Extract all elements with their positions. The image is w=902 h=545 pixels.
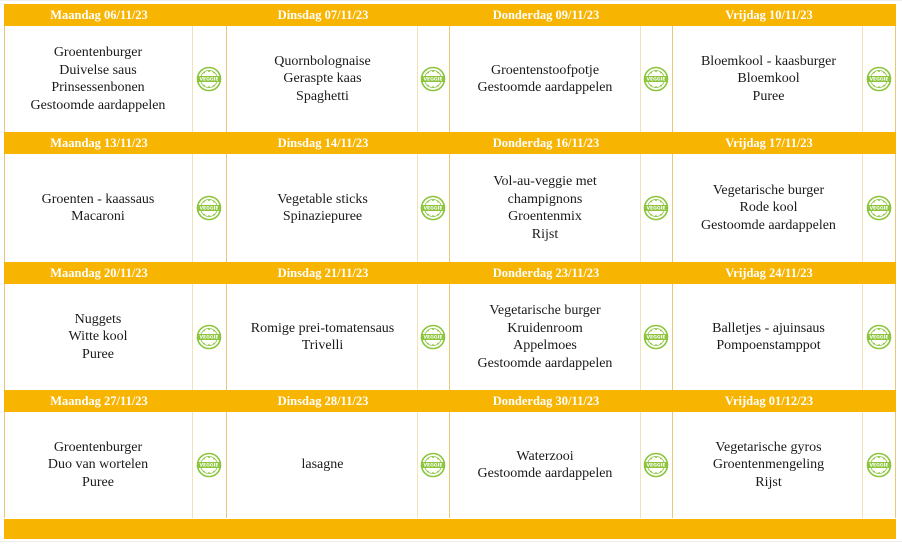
day-header: Maandag 06/11/23 xyxy=(50,7,148,22)
grid-line xyxy=(449,26,450,132)
veggie-badge-icon xyxy=(417,26,449,132)
grid-line xyxy=(449,412,450,518)
week-header-row xyxy=(4,390,896,412)
day-header: Donderdag 30/11/23 xyxy=(492,393,600,408)
menu-item: Balletjes - ajuinsaus xyxy=(712,320,825,336)
day-header: Maandag 13/11/23 xyxy=(50,135,148,150)
veggie-badge-icon xyxy=(640,26,672,132)
veggie-badge-icon xyxy=(192,412,226,518)
grid-line xyxy=(226,26,227,132)
grid-line xyxy=(449,284,450,390)
menu-cell xyxy=(228,412,417,518)
veggie-badge-text: VEGGIE xyxy=(869,77,889,83)
menu-item: Rijst xyxy=(755,474,782,490)
day-header: Vrijdag 24/11/23 xyxy=(725,265,813,280)
menu-item: Puree xyxy=(82,346,114,362)
veggie-badge-icon xyxy=(417,284,449,390)
day-header: Dinsdag 07/11/23 xyxy=(277,7,369,22)
veggie-badge-icon xyxy=(640,284,672,390)
veggie-badge-icon xyxy=(192,154,226,262)
day-header: Maandag 27/11/23 xyxy=(50,393,148,408)
menu-item: Romige prei-tomatensaus xyxy=(250,320,395,336)
veggie-badge-text: VEGGIE xyxy=(199,463,219,469)
menu-item: Groentenmengeling xyxy=(712,457,825,473)
day-header: Dinsdag 21/11/23 xyxy=(277,265,369,280)
menu-cell xyxy=(228,154,417,262)
menu-item: Bloemkool - kaasburger xyxy=(700,53,837,69)
menu-item: Groenten - kaassaus xyxy=(41,191,155,207)
menu-item: lasagne xyxy=(301,457,344,473)
menu-item: Spinaziepuree xyxy=(282,209,363,224)
grid-line xyxy=(672,284,673,390)
day-header: Donderdag 23/11/23 xyxy=(492,265,600,280)
day-header: Vrijdag 17/11/23 xyxy=(725,135,813,150)
veggie-badge-text: VEGGIE xyxy=(423,206,443,212)
menu-cell xyxy=(4,26,192,132)
menu-cell xyxy=(674,412,863,518)
veggie-badge-text: VEGGIE xyxy=(423,335,443,341)
week-header-row xyxy=(4,4,896,26)
veggie-badge-text: VEGGIE xyxy=(646,206,666,212)
day-header: Maandag 20/11/23 xyxy=(50,265,148,280)
menu-item: Witte kool xyxy=(68,329,128,345)
day-header: Donderdag 16/11/23 xyxy=(492,135,600,150)
veggie-badge-text: VEGGIE xyxy=(199,77,219,83)
veggie-badge-text: VEGGIE xyxy=(869,206,889,212)
menu-item: Groentenstoofpotje xyxy=(490,62,600,78)
veggie-badge-text: VEGGIE xyxy=(646,77,666,83)
menu-item: Nuggets xyxy=(74,311,122,327)
sheet-gridline-bottom xyxy=(0,541,902,542)
week-menu-row xyxy=(4,412,896,518)
menu-cell xyxy=(228,284,417,390)
veggie-badge-icon xyxy=(417,412,449,518)
menu-item: Vegetarische burger xyxy=(489,303,601,318)
grid-line xyxy=(226,284,227,390)
menu-item: Vol-au-veggie met xyxy=(493,174,597,189)
menu-item: Spaghetti xyxy=(296,88,349,104)
menu-item: Puree xyxy=(82,474,114,490)
veggie-badge-icon xyxy=(862,284,896,390)
menu-item: Groentenburger xyxy=(53,439,143,455)
week-menu-row xyxy=(4,284,896,390)
week-header-row xyxy=(4,132,896,154)
veggie-badge-text: VEGGIE xyxy=(423,77,443,83)
menu-item: Groentenburger xyxy=(53,45,143,60)
menu-item: Gestoomde aardappelen xyxy=(701,217,836,233)
grid-line xyxy=(672,26,673,132)
veggie-badge-text: VEGGIE xyxy=(646,463,666,469)
sheet-gridline-top xyxy=(0,0,902,1)
menu-cell xyxy=(451,154,639,262)
veggie-badge-icon xyxy=(862,154,896,262)
grid-line xyxy=(226,412,227,518)
menu-item: Prinsessenbonen xyxy=(51,80,145,95)
menu-cell xyxy=(451,284,639,390)
veggie-badge-icon xyxy=(862,26,896,132)
menu-item: Gestoomde aardappelen xyxy=(477,80,613,95)
menu-item: Duivelse saus xyxy=(59,62,137,78)
menu-cell xyxy=(674,154,863,262)
menu-cell xyxy=(451,26,639,132)
menu-item: Duo van wortelen xyxy=(47,457,149,473)
menu-item: Gestoomde aardappelen xyxy=(30,97,166,113)
menu-cell xyxy=(228,26,417,132)
veggie-badge-icon xyxy=(640,412,672,518)
menu-cell xyxy=(451,412,639,518)
menu-item: Rode kool xyxy=(739,200,798,216)
week-menu-row xyxy=(4,26,896,132)
menu-item: Vegetarische gyros xyxy=(715,439,822,455)
menu-item: Vegetarische burger xyxy=(712,182,825,198)
day-header: Dinsdag 28/11/23 xyxy=(277,393,369,408)
week-header-row xyxy=(4,262,896,284)
veggie-badge-icon xyxy=(417,154,449,262)
menu-item: Appelmoes xyxy=(513,338,577,353)
menu-item: Pompoenstamppot xyxy=(716,338,821,353)
menu-item: Gestoomde aardappelen xyxy=(477,466,613,481)
grid-line xyxy=(226,154,227,262)
menu-cell xyxy=(4,154,192,262)
veggie-badge-text: VEGGIE xyxy=(199,206,219,212)
menu-item: Kruidenroom xyxy=(507,320,583,336)
day-header: Vrijdag 10/11/23 xyxy=(725,7,813,22)
veggie-badge-icon xyxy=(192,284,226,390)
day-header: Vrijdag 01/12/23 xyxy=(724,393,814,408)
menu-cell xyxy=(4,284,192,390)
menu-item: Trivelli xyxy=(301,338,344,353)
grid-line xyxy=(449,154,450,262)
menu-item: Geraspte kaas xyxy=(283,71,362,87)
veggie-badge-text: VEGGIE xyxy=(869,463,889,469)
day-header: Dinsdag 14/11/23 xyxy=(277,135,369,150)
veggie-badge-icon xyxy=(640,154,672,262)
veggie-badge-text: VEGGIE xyxy=(869,335,889,341)
menu-item: champignons xyxy=(507,191,583,207)
menu-item: Rijst xyxy=(531,226,559,242)
menu-cell xyxy=(4,412,192,518)
menu-item: Puree xyxy=(752,88,785,104)
grid-line xyxy=(672,154,673,262)
menu-item: Vegetable sticks xyxy=(277,191,368,207)
menu-item: Bloemkool xyxy=(737,71,800,87)
day-header: Donderdag 09/11/23 xyxy=(492,7,600,22)
menu-cell xyxy=(674,26,863,132)
menu-item: Gestoomde aardappelen xyxy=(477,355,613,371)
veggie-badge-text: VEGGIE xyxy=(423,463,443,469)
menu-item: Macaroni xyxy=(71,209,125,224)
footer-band xyxy=(4,519,896,539)
grid-line xyxy=(672,412,673,518)
menu-item: Quornbolognaise xyxy=(274,53,371,69)
veggie-badge-icon xyxy=(192,26,226,132)
menu-cell xyxy=(674,284,863,390)
veggie-badge-text: VEGGIE xyxy=(199,335,219,341)
week-menu-row xyxy=(4,154,896,262)
menu-item: Waterzooi xyxy=(516,448,574,464)
veggie-badge-icon xyxy=(862,412,896,518)
veggie-badge-text: VEGGIE xyxy=(646,335,666,341)
menu-item: Groentenmix xyxy=(508,209,582,224)
